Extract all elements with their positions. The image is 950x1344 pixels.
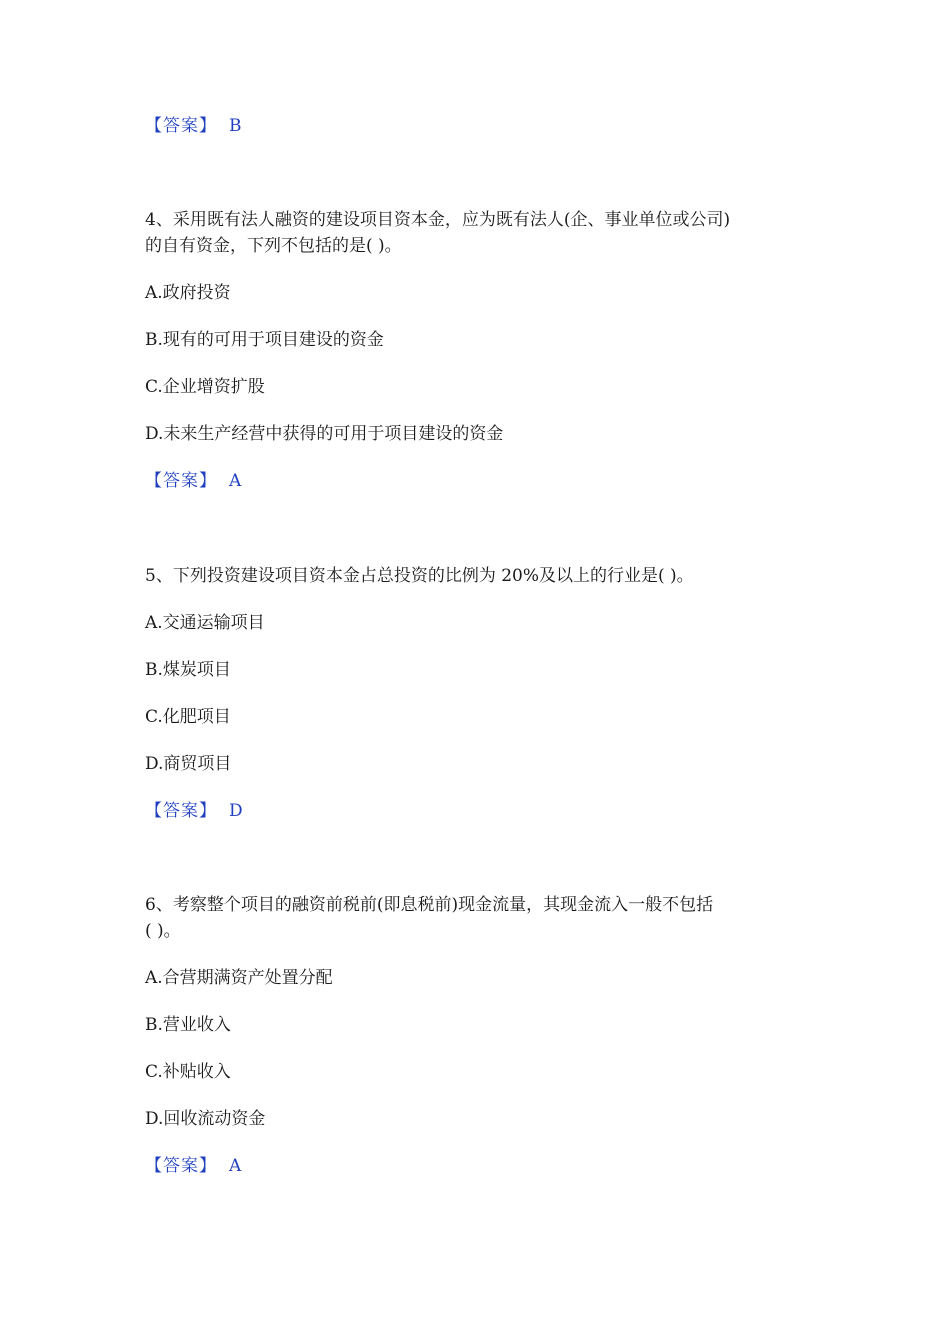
answer-value: B [229, 116, 242, 136]
answer-line [145, 799, 243, 823]
answer-line [145, 114, 242, 138]
question-5-option-b: B.煤炭项目 [145, 660, 231, 680]
question-5-text-line-1: 5、下列投资建设项目资本金占总投资的比例为 20%及以上的行业是( )。 [145, 566, 694, 586]
answer-value: A [229, 1156, 242, 1176]
answer-line [145, 469, 241, 493]
question-4-option-d: D.未来生产经营中获得的可用于项目建设的资金 [145, 424, 504, 444]
question-5-option-a: A.交通运输项目 [145, 613, 265, 633]
question-4-option-b: B.现有的可用于项目建设的资金 [145, 330, 384, 350]
question-6-text-line-2: ( )。 [145, 921, 181, 941]
answer-label: 【答案】 [145, 1156, 217, 1176]
answer-line [145, 1154, 241, 1178]
question-4-option-a: A.政府投资 [145, 283, 231, 303]
answer-label: 【答案】 [145, 801, 217, 821]
question-5-option-d: D.商贸项目 [145, 754, 232, 774]
question-4-text-line-1: 4、采用既有法人融资的建设项目资本金，应为既有法人(企、事业单位或公司) [145, 210, 731, 230]
question-4-option-c: C.企业增资扩股 [145, 377, 265, 397]
question-6-option-b: B.营业收入 [145, 1015, 231, 1035]
question-6-text-line-1: 6、考察整个项目的融资前税前(即息税前)现金流量，其现金流入一般不包括 [145, 895, 714, 915]
question-4-text-line-2: 的自有资金，下列不包括的是( )。 [145, 236, 402, 256]
answer-value: D [229, 801, 243, 821]
question-6-option-d: D.回收流动资金 [145, 1109, 266, 1129]
question-6-option-a: A.合营期满资产处置分配 [145, 968, 333, 988]
answer-label: 【答案】 [145, 471, 217, 491]
answer-label: 【答案】 [145, 116, 217, 136]
question-5-option-c: C.化肥项目 [145, 707, 231, 727]
question-6-option-c: C.补贴收入 [145, 1062, 231, 1082]
answer-value: A [229, 471, 242, 491]
